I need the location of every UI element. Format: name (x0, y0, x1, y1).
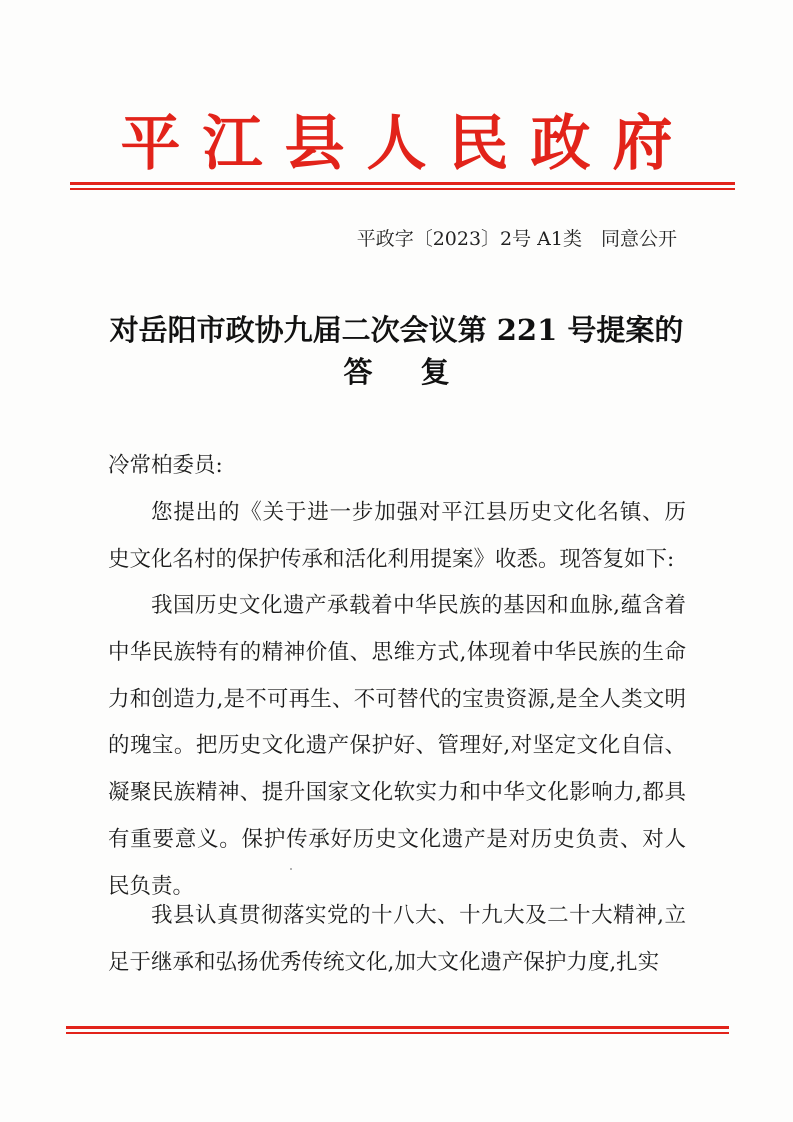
body-paragraph: 您提出的《关于进一步加强对平江县历史文化名镇、历史文化名村的保护传承和活化利用提案》收悉。现答复如下: (108, 500, 686, 572)
body-paragraph: 我县认真贯彻落实党的十八大、十九大及二十大精神,立足于继承和弘扬优秀传统文化,加大文化遗产保护力度,扎实 (108, 903, 686, 975)
scan-speck (290, 868, 292, 870)
document-title-line2: 答复 (343, 355, 498, 389)
body-paragraph: 我国历史文化遗产承载着中华民族的基因和血脉,蕴含着中华民族特有的精神价值、思维方式,体现着中华民族的生命力和创造力,是不可再生、不可替代的宝贵资源,是全人类文明的瑰宝。把历史文化遗产保护好、管理好,对坚定文化自信、凝聚民族精神、提升国家文化软实力和中华文化影响力,都具有重要意义。保护传承好历史文化遗产是对历史负责、对人民负责。 (108, 593, 686, 899)
masthead-rule-thin (70, 188, 735, 190)
document-title-line1: 对岳阳市政协九届二次会议第 221 号提案的 (109, 313, 684, 347)
salutation: 冷常柏委员: (108, 453, 223, 478)
masthead-title: 平江县人民政府 (120, 109, 695, 179)
footer-rule-thin (66, 1032, 729, 1034)
document-number: 平政字〔2023〕2号 A1类 同意公开 (356, 228, 677, 250)
masthead-rule-thick (70, 182, 735, 185)
footer-rule-thick (66, 1026, 729, 1029)
